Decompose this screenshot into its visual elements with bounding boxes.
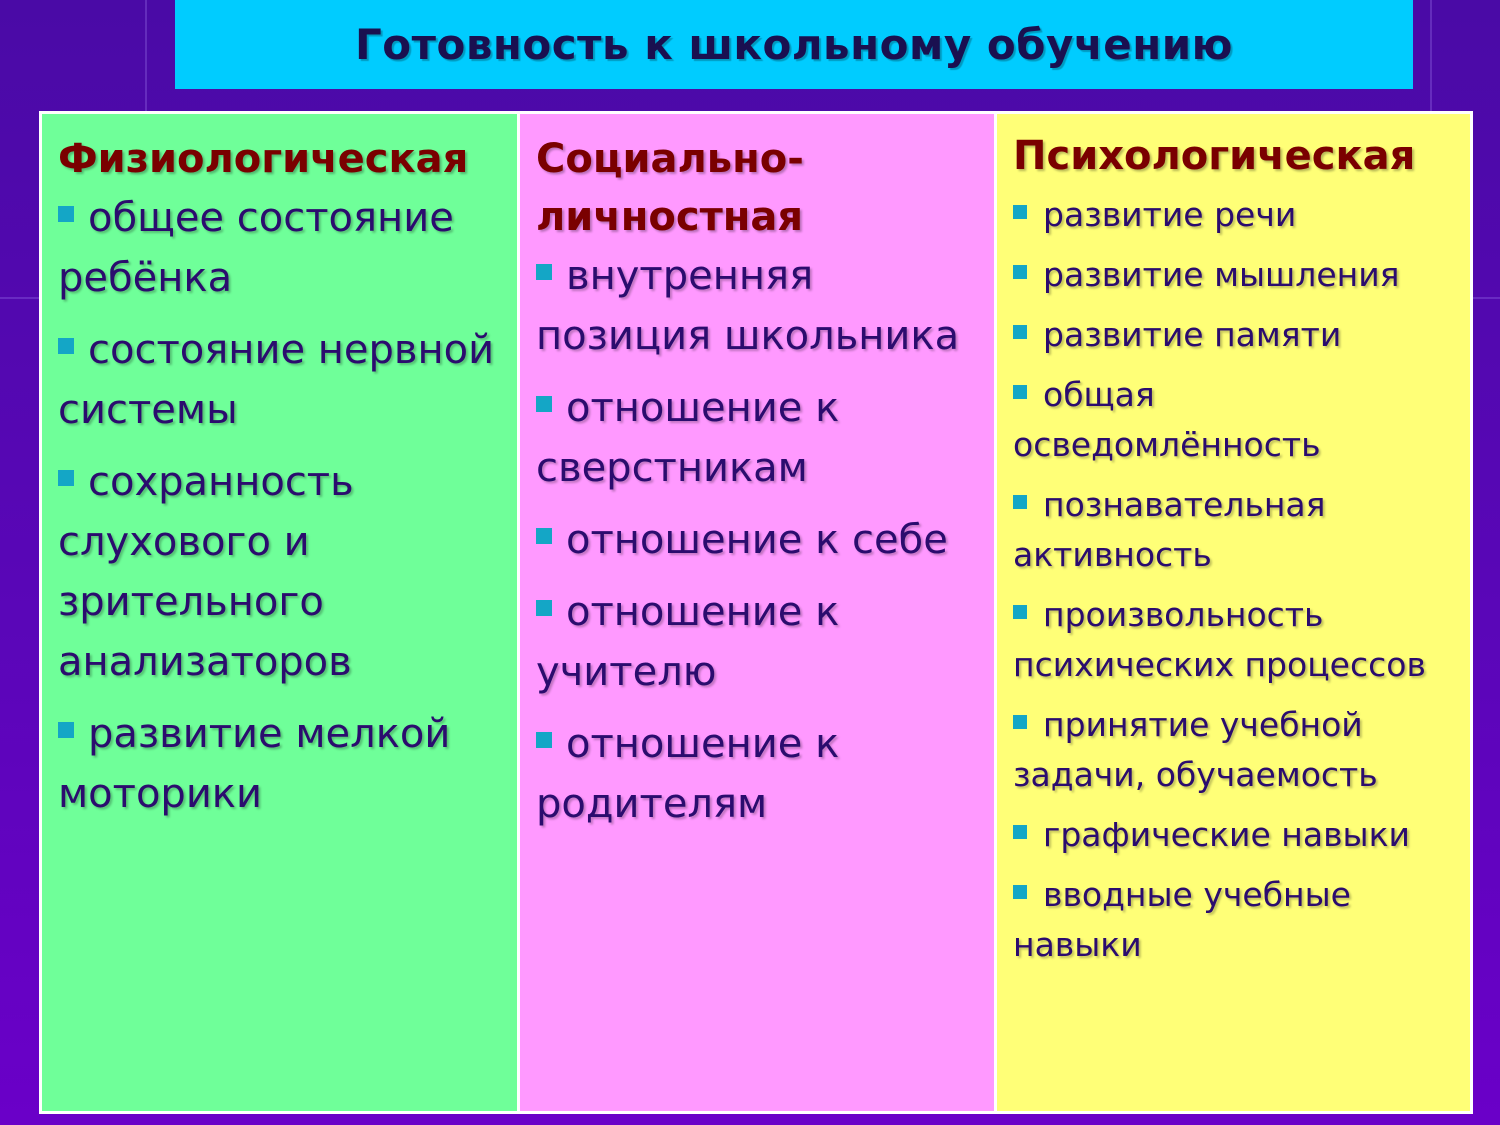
square-bullet-icon [1013, 715, 1027, 729]
square-bullet-icon [1013, 265, 1027, 279]
item-list [536, 246, 984, 834]
list-item-text: развитие мелкой моторики [58, 711, 451, 817]
square-bullet-icon [536, 732, 552, 748]
background-line [145, 0, 147, 111]
column-psychological [994, 114, 1470, 1111]
list-item [58, 704, 507, 824]
list-item [536, 510, 984, 570]
list-item-text: отношение к учителю [536, 589, 840, 695]
list-item-text: произвольность психических процессов [1013, 595, 1426, 684]
square-bullet-icon [536, 600, 552, 616]
square-bullet-icon [536, 528, 552, 544]
item-list [58, 188, 507, 824]
title-bar [175, 0, 1413, 89]
column-heading: Социально-личностная [536, 136, 804, 240]
list-item [1013, 870, 1460, 970]
readiness-table [39, 111, 1473, 1114]
square-bullet-icon [536, 396, 552, 412]
list-item [1013, 480, 1460, 580]
list-item-text: сохранность слухового и зрительного анализаторов [58, 459, 354, 685]
list-item [536, 714, 984, 834]
list-item [536, 378, 984, 498]
square-bullet-icon [58, 206, 74, 222]
list-item [536, 582, 984, 702]
item-list [1013, 190, 1460, 970]
list-item-text: графические навыки [1043, 815, 1410, 854]
list-item-text: познавательная активность [1013, 485, 1326, 574]
list-item-text: внутренняя позиция школьника [536, 253, 960, 359]
square-bullet-icon [1013, 885, 1027, 899]
square-bullet-icon [58, 470, 74, 486]
list-item-text: принятие учебной задачи, обучаемость [1013, 705, 1378, 794]
list-item-text: развитие речи [1043, 195, 1297, 234]
list-item-text: общая осведомлённость [1013, 375, 1321, 464]
square-bullet-icon [1013, 205, 1027, 219]
list-item [58, 320, 507, 440]
square-bullet-icon [1013, 385, 1027, 399]
square-bullet-icon [536, 264, 552, 280]
column-social-personal [517, 114, 994, 1111]
list-item-text: развитие памяти [1043, 315, 1342, 354]
list-item-text: состояние нервной системы [58, 327, 495, 433]
square-bullet-icon [58, 338, 74, 354]
square-bullet-icon [58, 722, 74, 738]
page-title: Готовность к школьному обучению [355, 20, 1233, 69]
list-item-text: вводные учебные навыки [1013, 875, 1351, 964]
list-item [1013, 310, 1460, 360]
list-item-text: общее состояние ребёнка [58, 195, 454, 301]
square-bullet-icon [1013, 495, 1027, 509]
square-bullet-icon [1013, 605, 1027, 619]
list-item [1013, 590, 1460, 690]
list-item-text: отношение к себе [566, 517, 948, 563]
square-bullet-icon [1013, 825, 1027, 839]
column-heading: Психологическая [1013, 133, 1416, 179]
list-item [1013, 190, 1460, 240]
list-item [1013, 700, 1460, 800]
list-item [58, 452, 507, 692]
list-item [1013, 250, 1460, 300]
list-item-text: отношение к сверстникам [536, 385, 840, 491]
list-item [58, 188, 507, 308]
list-item-text: развитие мышления [1043, 255, 1400, 294]
column-physiological [42, 114, 517, 1111]
list-item [1013, 370, 1460, 470]
list-item [536, 246, 984, 366]
background-line [1430, 0, 1432, 111]
square-bullet-icon [1013, 325, 1027, 339]
list-item [1013, 810, 1460, 860]
list-item-text: отношение к родителям [536, 721, 840, 827]
column-heading: Физиологическая [58, 136, 469, 182]
